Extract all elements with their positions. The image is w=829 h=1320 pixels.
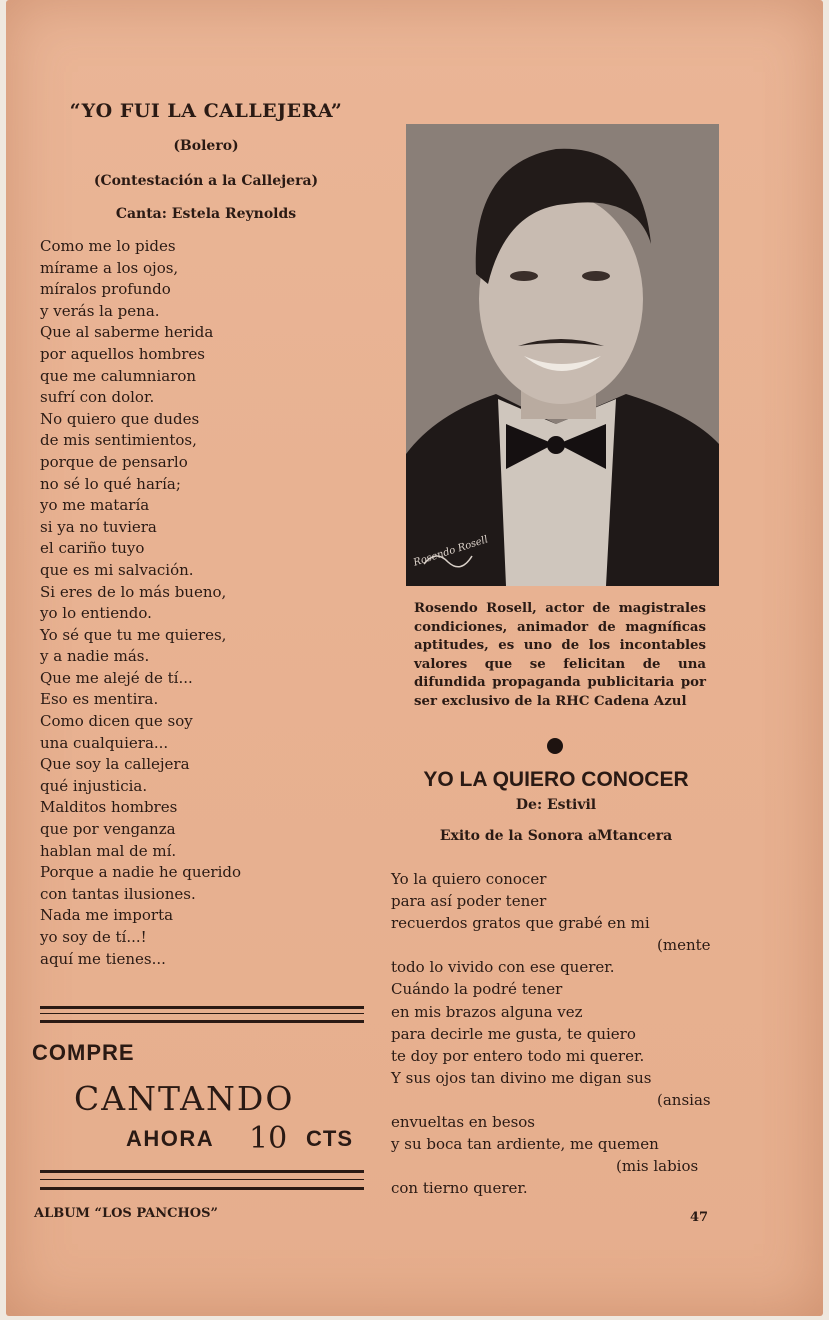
lyric-line: una cualquiera...: [40, 733, 169, 752]
lyric-line: envueltas en besos: [391, 1113, 535, 1132]
lyric-line: con tierno querer.: [391, 1179, 528, 1198]
divider-rule: [40, 1179, 364, 1180]
bullet-separator: [547, 738, 563, 754]
lyric-line: Porque a nadie he querido: [40, 863, 241, 882]
lyric-line: (ansias: [657, 1090, 711, 1109]
lyric-line: Yo la quiero conocer: [391, 870, 547, 888]
lyric-line: mírame a los ojos,: [40, 258, 179, 277]
lyric-line: (mis labios: [616, 1157, 699, 1176]
ad-line-compre: COMPRE: [32, 1040, 135, 1065]
lyric-line: yo lo entiendo.: [40, 604, 152, 623]
ad-price: 10: [249, 1121, 288, 1156]
lyric-line: el cariño tuyo: [40, 539, 145, 558]
portrait-illustration: [406, 124, 719, 586]
lyric-line: Yo sé que tu me quieres,: [40, 625, 227, 644]
divider-rule: [40, 1006, 364, 1009]
lyric-line: Como me lo pides: [40, 237, 176, 255]
lyric-line: Malditos hombres: [40, 798, 178, 817]
lyric-line: Cuándo la podré tener: [391, 980, 563, 999]
lyric-line: que es mi salvación.: [40, 560, 194, 579]
lyric-line: en mis brazos alguna vez: [391, 1002, 583, 1021]
left-song-singer: Canta: Estela Reynolds: [115, 206, 297, 222]
lyric-line: No quiero que dudes: [40, 409, 200, 428]
right-song-note: Exito de la Sonora aMtancera: [439, 828, 673, 844]
lyric-line: no sé lo qué haría;: [40, 474, 181, 493]
lyric-line: recuerdos gratos que grabé en mi: [391, 914, 650, 933]
left-song-subtitle: (Contestación a la Callejera): [93, 173, 319, 189]
lyric-line: Y sus ojos tan divino me digan sus: [391, 1068, 652, 1087]
lyric-line: Nada me importa: [40, 906, 174, 925]
divider-rule: [40, 1170, 364, 1173]
lyric-line: por aquellos hombres: [40, 344, 206, 363]
divider-rule: [40, 1020, 364, 1023]
lyric-line: qué injusticia.: [40, 776, 148, 795]
lyric-line: Como dicen que soy: [40, 712, 193, 731]
lyric-line: y verás la pena.: [40, 301, 160, 320]
lyric-line: te doy por entero todo mi querer.: [391, 1046, 645, 1065]
lyric-line: de mis sentimientos,: [40, 431, 197, 450]
left-song-lyrics: [40, 236, 241, 970]
lyric-line: hablan mal de mí.: [40, 841, 177, 860]
lyric-line: que me calumniaron: [40, 366, 197, 385]
divider-rule: [40, 1187, 364, 1190]
ad-line-cantando: CANTANDO: [74, 1079, 295, 1118]
page-number: 47: [690, 1210, 709, 1225]
divider-rule: [40, 1013, 364, 1014]
lyric-line: Que soy la callejera: [40, 755, 190, 774]
left-song-title: “YO FUI LA CALLEJERA”: [69, 100, 343, 122]
lyric-line: yo soy de tí...!: [40, 928, 147, 946]
right-song-title: YO LA QUIERO CONOCER: [423, 768, 689, 791]
portrait-photo: [406, 124, 719, 586]
lyric-line: todo lo vivido con ese querer.: [391, 958, 615, 977]
ad-line-ahora: AHORA: [126, 1126, 215, 1151]
lyric-line: Si eres de lo más bueno,: [40, 582, 227, 601]
lyric-line: yo me mataría: [40, 496, 150, 515]
album-footer: ALBUM “LOS PANCHOS”: [34, 1206, 218, 1221]
left-song-genre: (Bolero): [173, 138, 239, 154]
right-song-lyrics: [391, 868, 711, 1199]
lyric-line: con tantas ilusiones.: [40, 884, 196, 903]
lyric-line: (mente: [657, 936, 711, 955]
lyric-line: para decirle me gusta, te quiero: [391, 1024, 636, 1043]
lyric-line: y su boca tan ardiente, me quemen: [391, 1135, 659, 1154]
ad-currency: CTS: [306, 1126, 353, 1151]
photo-caption: Rosendo Rosell, actor de magistrales condiciones, animador de magníficas aptitudes, es uno de los incontables valores que se felicitan de una difundida propaganda publicitaria por ser exclusivo de la RHC Cadena Azul: [414, 601, 706, 709]
lyric-line: que por venganza: [40, 820, 176, 839]
lyric-line: Que al saberme herida: [40, 323, 214, 342]
lyric-line: si ya no tuviera: [40, 517, 157, 536]
lyric-line: y a nadie más.: [40, 647, 150, 666]
lyric-line: sufrí con dolor.: [40, 388, 155, 407]
lyric-line: porque de pensarlo: [40, 452, 188, 471]
right-song-author: De: Estivil: [515, 797, 597, 813]
lyric-line: Que me alejé de tí...: [40, 668, 193, 687]
photo-signature: Rosendo Rosell: [412, 534, 490, 569]
lyric-line: aquí me tienes...: [40, 949, 166, 968]
lyric-line: para así poder tener: [391, 892, 547, 911]
lyric-line: míralos profundo: [40, 280, 171, 299]
magazine-page: [6, 0, 823, 1316]
lyric-line: Eso es mentira.: [40, 690, 159, 709]
